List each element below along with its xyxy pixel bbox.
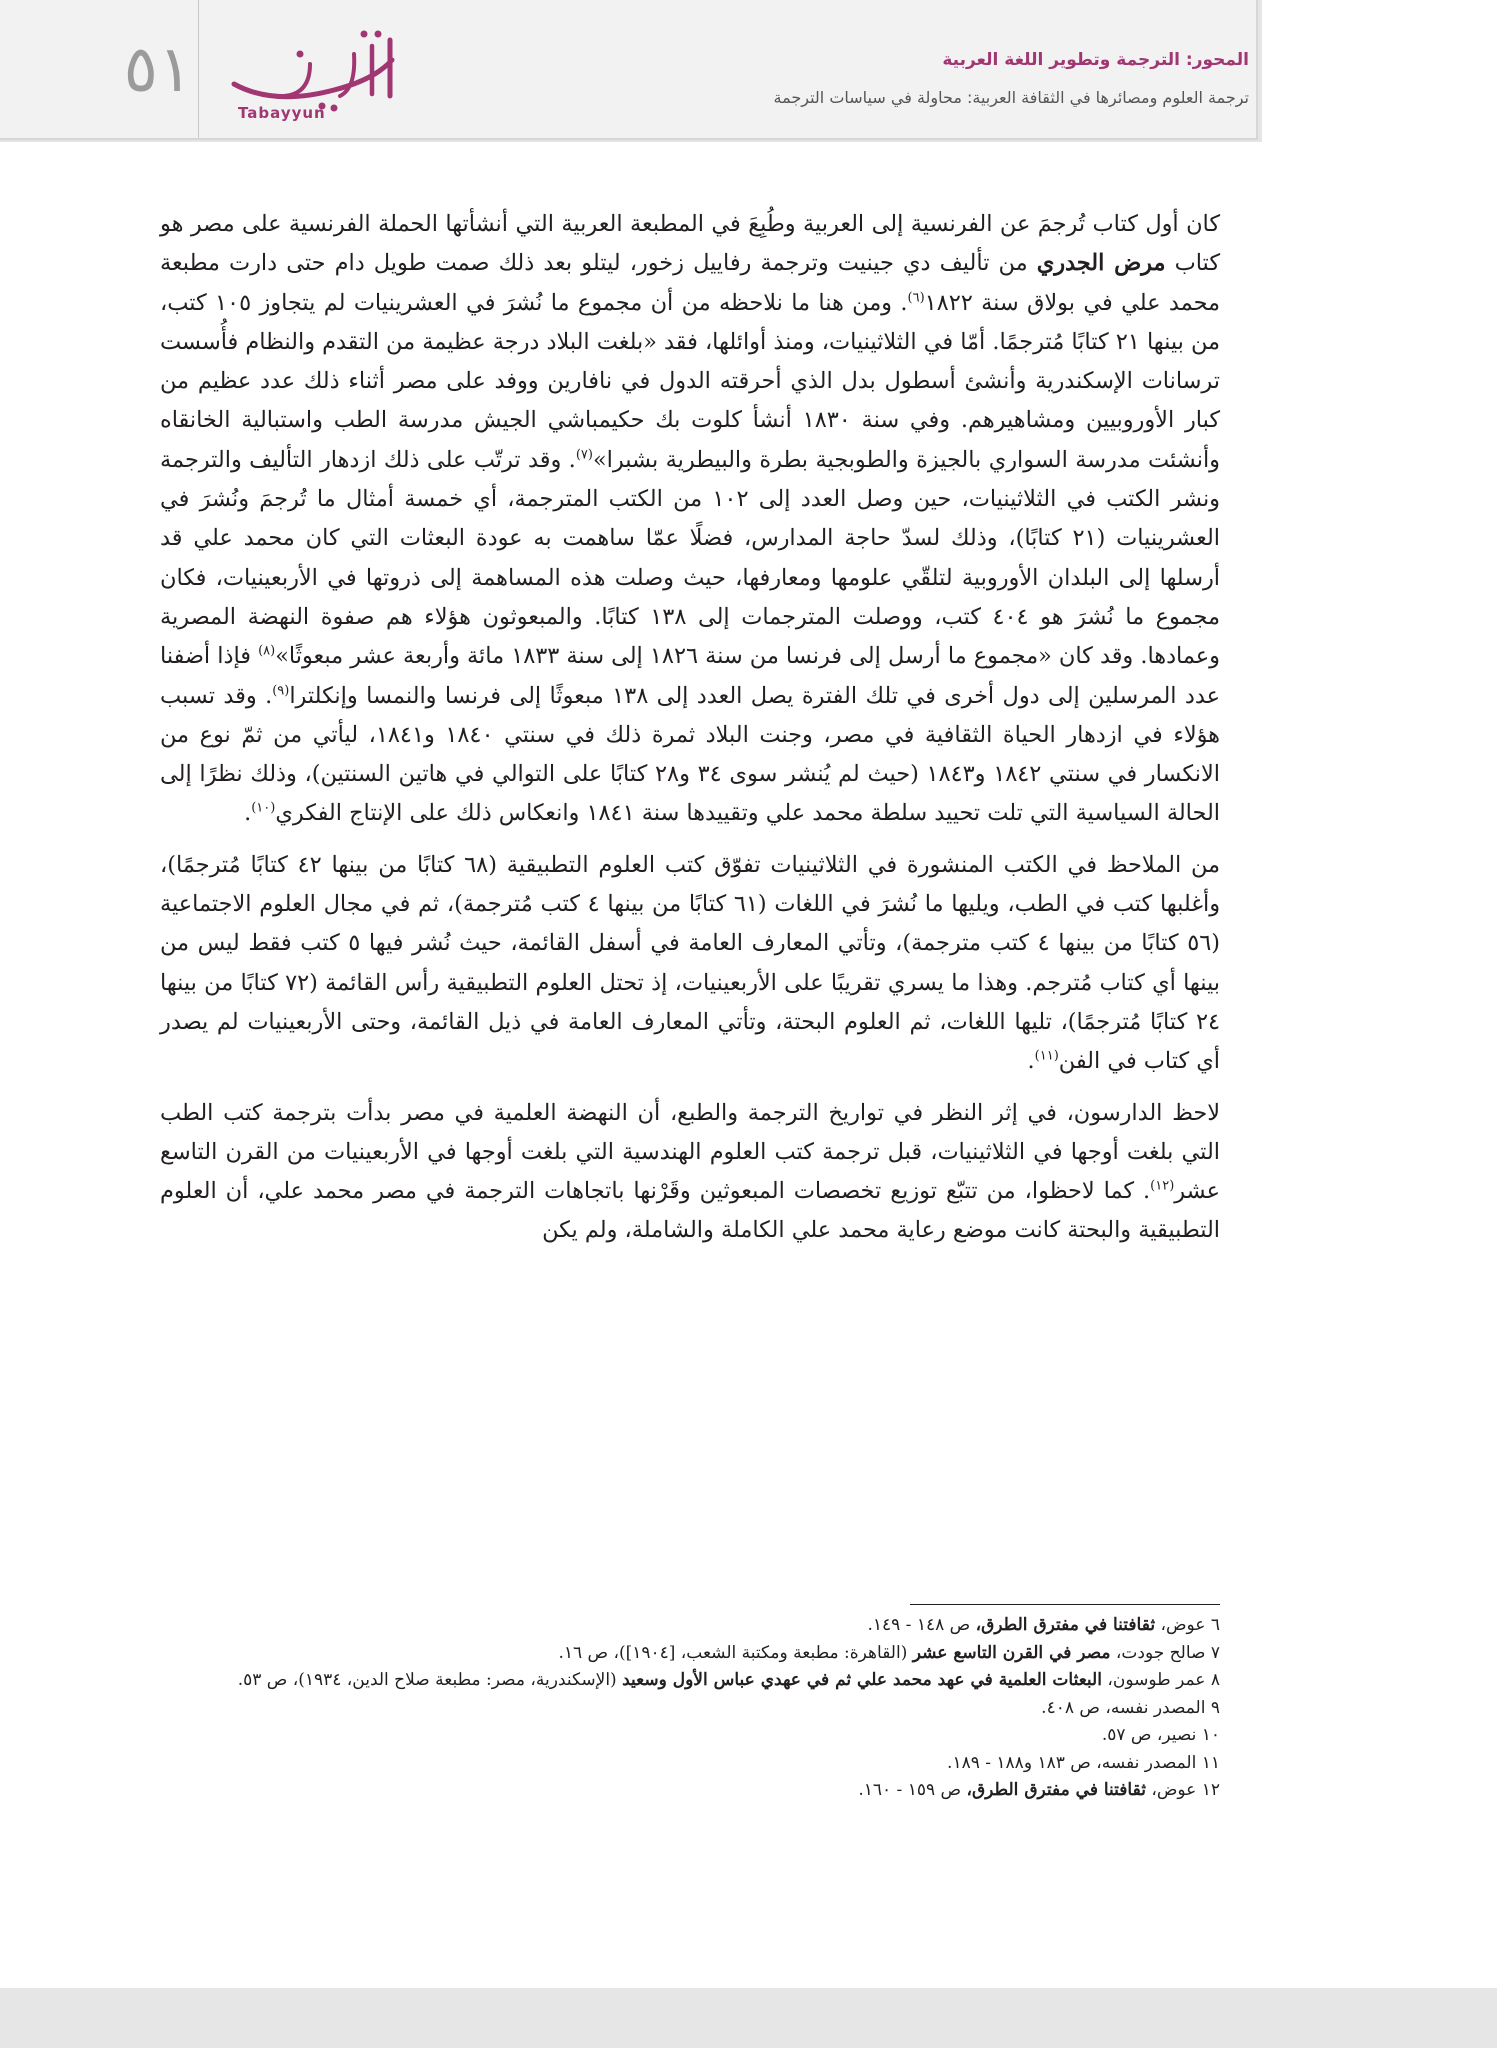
header-divider [198,0,199,138]
footnote-item [160,1667,1220,1695]
footnote-text: المصدر نفسه، ص ١٨٣ و١٨٨ - ١٨٩. [947,1752,1197,1773]
footnote-text: عوض، [1160,1615,1206,1635]
footnote-text: عوض، [1151,1780,1197,1800]
paragraph-text: . ومن هنا ما نلاحظه من أن مجموع ما نُشرَ في العشرينيات لم يتجاوز ١٠٥ كتب، من بينها ٢١ كتابًا مُترجمًا. أمّا في الثلاثينيات، ومنذ أوائلها، فقد «بلغت البلاد درجة عظيمة من التقدم والنظام فأُسست ترسانات الإسكندرية وأنشئ أسطول بدل الذي أحرقته الدول في نافارين ووفد على مصر أثناء ذلك عدد عظيم من كبار الأوروبيين ومشاهيرهم. وفي سنة ١٨٣٠ أنشأ كلوت بك حكيمباشي الجيش مدرسة الطب واستبالية الخانقاه وأنشئت مدرسة السواري بالجيزة والطوبجية بطرة والبيطرية بشبرا» [160,289,1220,473]
footnote-item [160,1777,1220,1805]
footnote-number: ١٢ [1201,1780,1220,1800]
paragraph-2 [160,846,1220,1082]
paragraph-text: . كما لاحظوا، من تتبّع توزيع تخصصات المبعوثين وقَرْنها باتجاهات الترجمة في مصر محمد علي، أن العلوم التطبيقية والبحتة كانت موضع رعاية محمد علي الكاملة والشاملة، ولم يكن [160,1178,1220,1244]
footnote-item [160,1750,1220,1778]
footnote-number: ٨ [1210,1670,1220,1690]
footnote-ref-6[interactable]: (٦) [907,290,925,306]
footnote-text: ص ١٥٩ - ١٦٠. [858,1780,962,1800]
logo-wordmark: Tabayyun [238,104,326,122]
article-title: ترجمة العلوم ومصائرها في الثقافة العربية: محاولة في سياسات الترجمة [773,88,1249,107]
footnote-title: البعثات العلمية في عهد محمد علي ثم في عهدي عباس الأول وسعيد [622,1670,1102,1690]
paragraph-text: فإذا أضفنا عدد المرسلين إلى دول أخرى في تلك الفترة يصل العدد إلى ١٣٨ مبعوثًا إلى فرنسا والنمسا وإنكلترا [160,643,1220,709]
footnote-number: ٩ [1210,1697,1220,1718]
footnote-title: مصر في القرن التاسع عشر [912,1642,1111,1663]
footnote-text: نصير، ص ٥٧. [1101,1725,1197,1745]
footnote-text: (الإسكندرية، مصر: مطبعة صلاح الدين، ١٩٣٤)، ص ٥٣. [237,1670,617,1690]
paragraph-text: . [1027,1048,1035,1075]
footnote-ref-9[interactable]: (٩) [272,683,290,699]
footnote-item [160,1695,1220,1723]
paragraph-text: من الملاحظ في الكتب المنشورة في الثلاثينيات تفوّق كتب العلوم التطبيقية (٦٨ كتابًا من بينها ٤٢ كتابًا مُترجمًا)، وأغلبها كتب في الطب، ويليها ما نُشرَ في اللغات (٦١ كتابًا من بينها ٤ كتب مُترجمة)، ثم في مجال العلوم الاجتماعية (٥٦ كتابًا من بينها ٤ كتب مترجمة)، وتأتي المعارف العامة في أسفل القائمة، حيث نُشر فيها ٥ كتب فقط ليس من بينها أي كتاب مُترجم. وهذا ما يسري تقريبًا على الأربعينيات، إذ تحتل العلوم التطبيقية رأس القائمة (٧٢ كتابًا من بينها ٢٤ كتابًا مُترجمًا)، تليها اللغات، ثم العلوم البحتة، وتأتي المعارف العامة في ذيل القائمة، وحتى الأربعينيات لم يصدر أي كتاب في الفن [160,851,1221,1075]
paragraph-text: لاحظ الدارسون، في إثر النظر في تواريخ الترجمة والطبع، أن النهضة العلمية في مصر بدأت بترجمة كتب الطب التي بلغت أوجها في الثلاثينيات، قبل ترجمة كتب العلوم الهندسية التي بلغت أوجها في الأربعينيات من القرن التاسع عشر [160,1099,1220,1205]
paragraph-text: من تأليف دي جينيت وترجمة رفاييل زخور، ليتلو بعد ذلك صمت طويل دام حتى دارت مطبعة محمد علي في بولاق سنة ١٨٢٢ [160,250,1221,316]
footnote-number: ١١ [1201,1752,1220,1773]
footnotes [160,1612,1220,1805]
paragraph-3 [160,1094,1220,1251]
footnote-number: ١٠ [1201,1725,1220,1745]
footnote-number: ٦ [1210,1615,1220,1635]
article-body [160,205,1220,1263]
footnote-text: المصدر نفسه، ص ٤٠٨. [1041,1697,1206,1718]
bottom-band [0,1988,1497,2048]
footnote-ref-10[interactable]: (١٠) [251,800,276,816]
footnote-text: (القاهرة: مطبعة ومكتبة الشعب، [١٩٠٤])، ص ١٦. [558,1642,908,1663]
footnote-title: ثقافتنا في مفترق الطرق، [975,1615,1156,1635]
footnote-item [160,1722,1220,1750]
page-number: ٥١ [123,33,193,107]
paragraph-text: . [244,800,252,827]
footnote-ref-7[interactable]: (٧) [575,447,593,463]
book-title: مرض الجدري [1036,250,1166,277]
footnote-title: ثقافتنا في مفترق الطرق، [966,1780,1146,1800]
paragraph-text: كان أول كتاب تُرجمَ عن الفرنسية إلى العربية وطُبِعَ في المطبعة العربية التي أنشأتها الحملة الفرنسية على مصر هو كتاب [160,211,1220,277]
footnote-number: ٧ [1210,1642,1220,1663]
paragraph-1 [160,205,1220,834]
footnote-text: عمر طوسون، [1107,1670,1206,1690]
footnote-separator [910,1604,1220,1605]
footnote-ref-8[interactable]: (٨) [258,643,276,659]
footnote-item [160,1612,1220,1640]
paragraph-text: . وقد تسبب هؤلاء في ازدهار الحياة الثقافية في مصر، وجنت البلاد ثمرة ذلك في سنتي ١٨٤٠ و١٨٤١، ليأتي من ثمّ نوع من الانكسار في سنتي ١٨٤٢ و١٨٤٣ (حيث لم يُنشر سوى ٣٤ و٢٨ كتابًا على التوالي في هاتين السنتين)، وذلك نظرًا إلى الحالة السياسية التي تلت تحييد سلطة محمد علي وتقييدها سنة ١٨٤١ وانعكاس ذلك على الإنتاج الفكري [160,682,1220,827]
section-title: المحور: الترجمة وتطوير اللغة العربية [942,50,1249,70]
footnote-text: صالح جودت، [1115,1642,1206,1663]
footnote-item [160,1640,1220,1668]
paragraph-text: . وقد ترتّب على ذلك ازدهار التأليف والترجمة ونشر الكتب في الثلاثينيات، حين وصل العدد إلى ١٠٢ من الكتب المترجمة، أي خمسة أمثال ما تُرجمَ ونُشرَ في العشرينيات (٢١ كتابًا)، وذلك لسدّ حاجة المدارس، فضلًا عمّا ساهمت به عودة البعثات التي كان محمد علي قد أرسلها إلى البلدان الأوروبية لتلقّي علومها ومعارفها، حيث وصلت هذه المساهمة إلى ذروتها في الأربعينيات، فكان مجموع ما نُشرَ هو ٤٠٤ كتب، ووصلت المترجمات إلى ١٣٨ كتابًا. والمبعوثون هؤلاء هم صفوة النهضة المصرية وعمادها. وقد كان «مجموع ما أرسل إلى فرنسا من سنة ١٨٢٦ إلى سنة ١٨٣٣ مائة وأربعة عشر مبعوثًا» [160,446,1221,670]
footnote-ref-11[interactable]: (١١) [1034,1048,1059,1064]
footnote-text: ص ١٤٨ - ١٤٩. [867,1615,971,1635]
footnote-ref-12[interactable]: (١٢) [1150,1178,1175,1194]
